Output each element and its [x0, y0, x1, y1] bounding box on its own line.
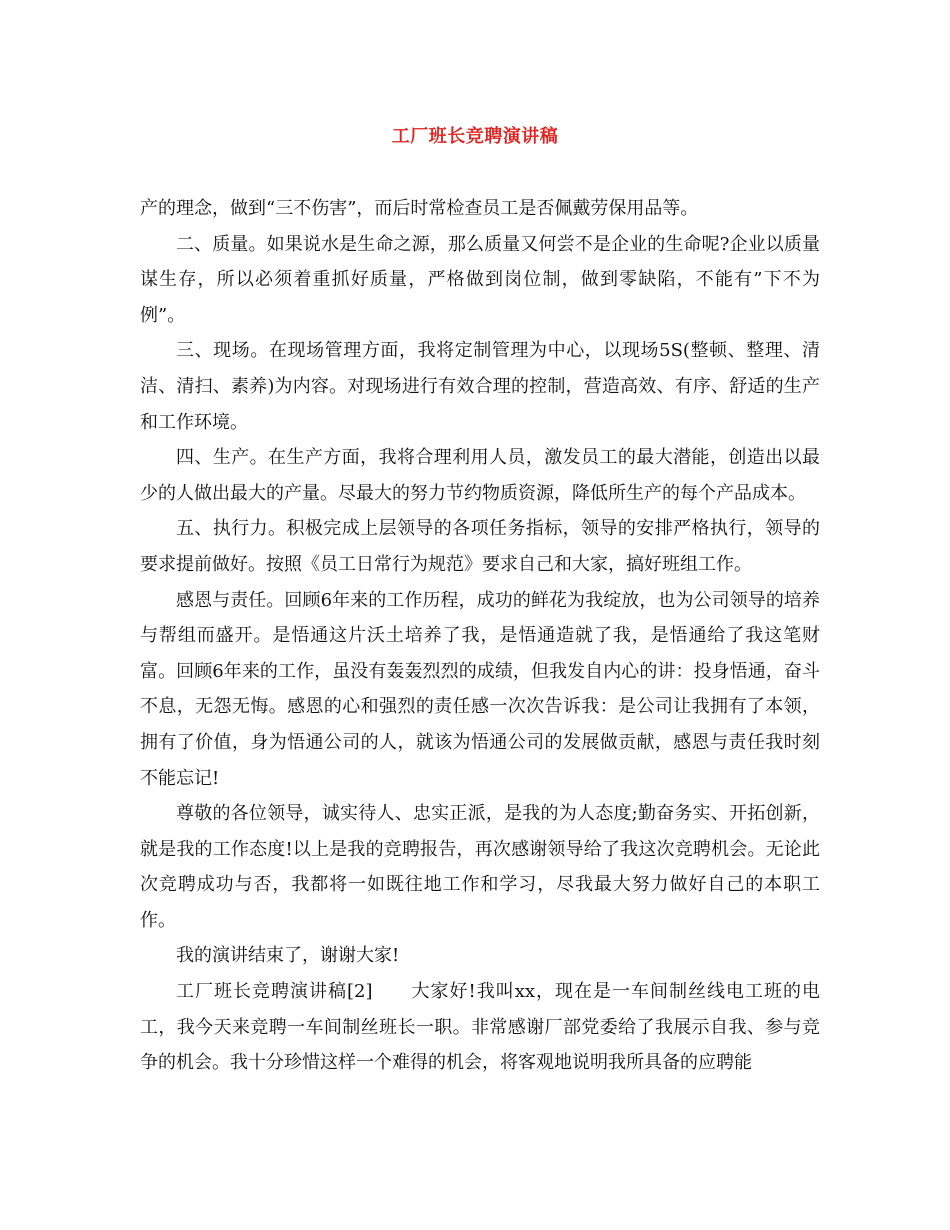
- paragraph: 感恩与责任。回顾6年来的工作历程，成功的鲜花为我绽放，也为公司领导的培养与帮组而盛开。是悟通这片沃土培养了我，是悟通造就了我，是悟通给了我这笔财富。回顾6年来的工作，虽没有轰轰烈烈的成绩，但我发自内心的讲：投身悟通，奋斗不息，无怨无悔。感恩的心和强烈的责任感一次次告诉我：是公司让我拥有了本领，拥有了价值，身为悟通公司的人，就该为悟通公司的发展做贡献，感恩与责任我时刻不能忘记!: [140, 589, 820, 789]
- document-title: 工厂班长竞聘演讲稿: [391, 126, 559, 147]
- paragraph: 三、现场。在现场管理方面，我将定制管理为中心，以现场5S(整顿、整理、清洁、清扫、素养)为内容。对现场进行有效合理的控制，营造高效、有序、舒适的生产和工作环境。: [140, 340, 820, 433]
- paragraph: 四、生产。在生产方面，我将合理利用人员，激发员工的最大潜能，创造出以最少的人做出最大的产量。尽最大的努力节约物质资源，降低所生产的每个产品成本。: [140, 447, 820, 504]
- paragraph: 工厂班长竞聘演讲稿[2] 大家好!我叫xx，现在是一车间制丝线电工班的电工，我今天来竞聘一车间制丝班长一职。非常感谢厂部党委给了我展示自我、参与竞争的机会。我十分珍惜这样一个难得的机会，将客观地说明我所具备的应聘能: [140, 981, 820, 1074]
- paragraph: 二、质量。如果说水是生命之源，那么质量又何尝不是企业的生命呢?企业以质量谋生存，所以必须着重抓好质量，严格做到岗位制，做到零缺陷，不能有”下不为例”。: [140, 233, 820, 326]
- document-body: [140, 191, 820, 1081]
- paragraph: 五、执行力。积极完成上层领导的各项任务指标，领导的安排严格执行，领导的要求提前做好。按照《员工日常行为规范》要求自己和大家，搞好班组工作。: [140, 518, 820, 575]
- paragraph: 尊敬的各位领导，诚实待人、忠实正派，是我的为人态度;勤奋务实、开拓创新，就是我的工作态度!以上是我的竞聘报告，再次感谢领导给了我这次竞聘机会。无论此次竞聘成功与否，我都将一如既往地工作和学习，尽我最大努力做好自己的本职工作。: [140, 803, 820, 931]
- paragraph: 我的演讲结束了，谢谢大家!: [176, 945, 400, 967]
- paragraph: 产的理念，做到“三不伤害”，而后时常检查员工是否佩戴劳保用品等。: [140, 198, 699, 219]
